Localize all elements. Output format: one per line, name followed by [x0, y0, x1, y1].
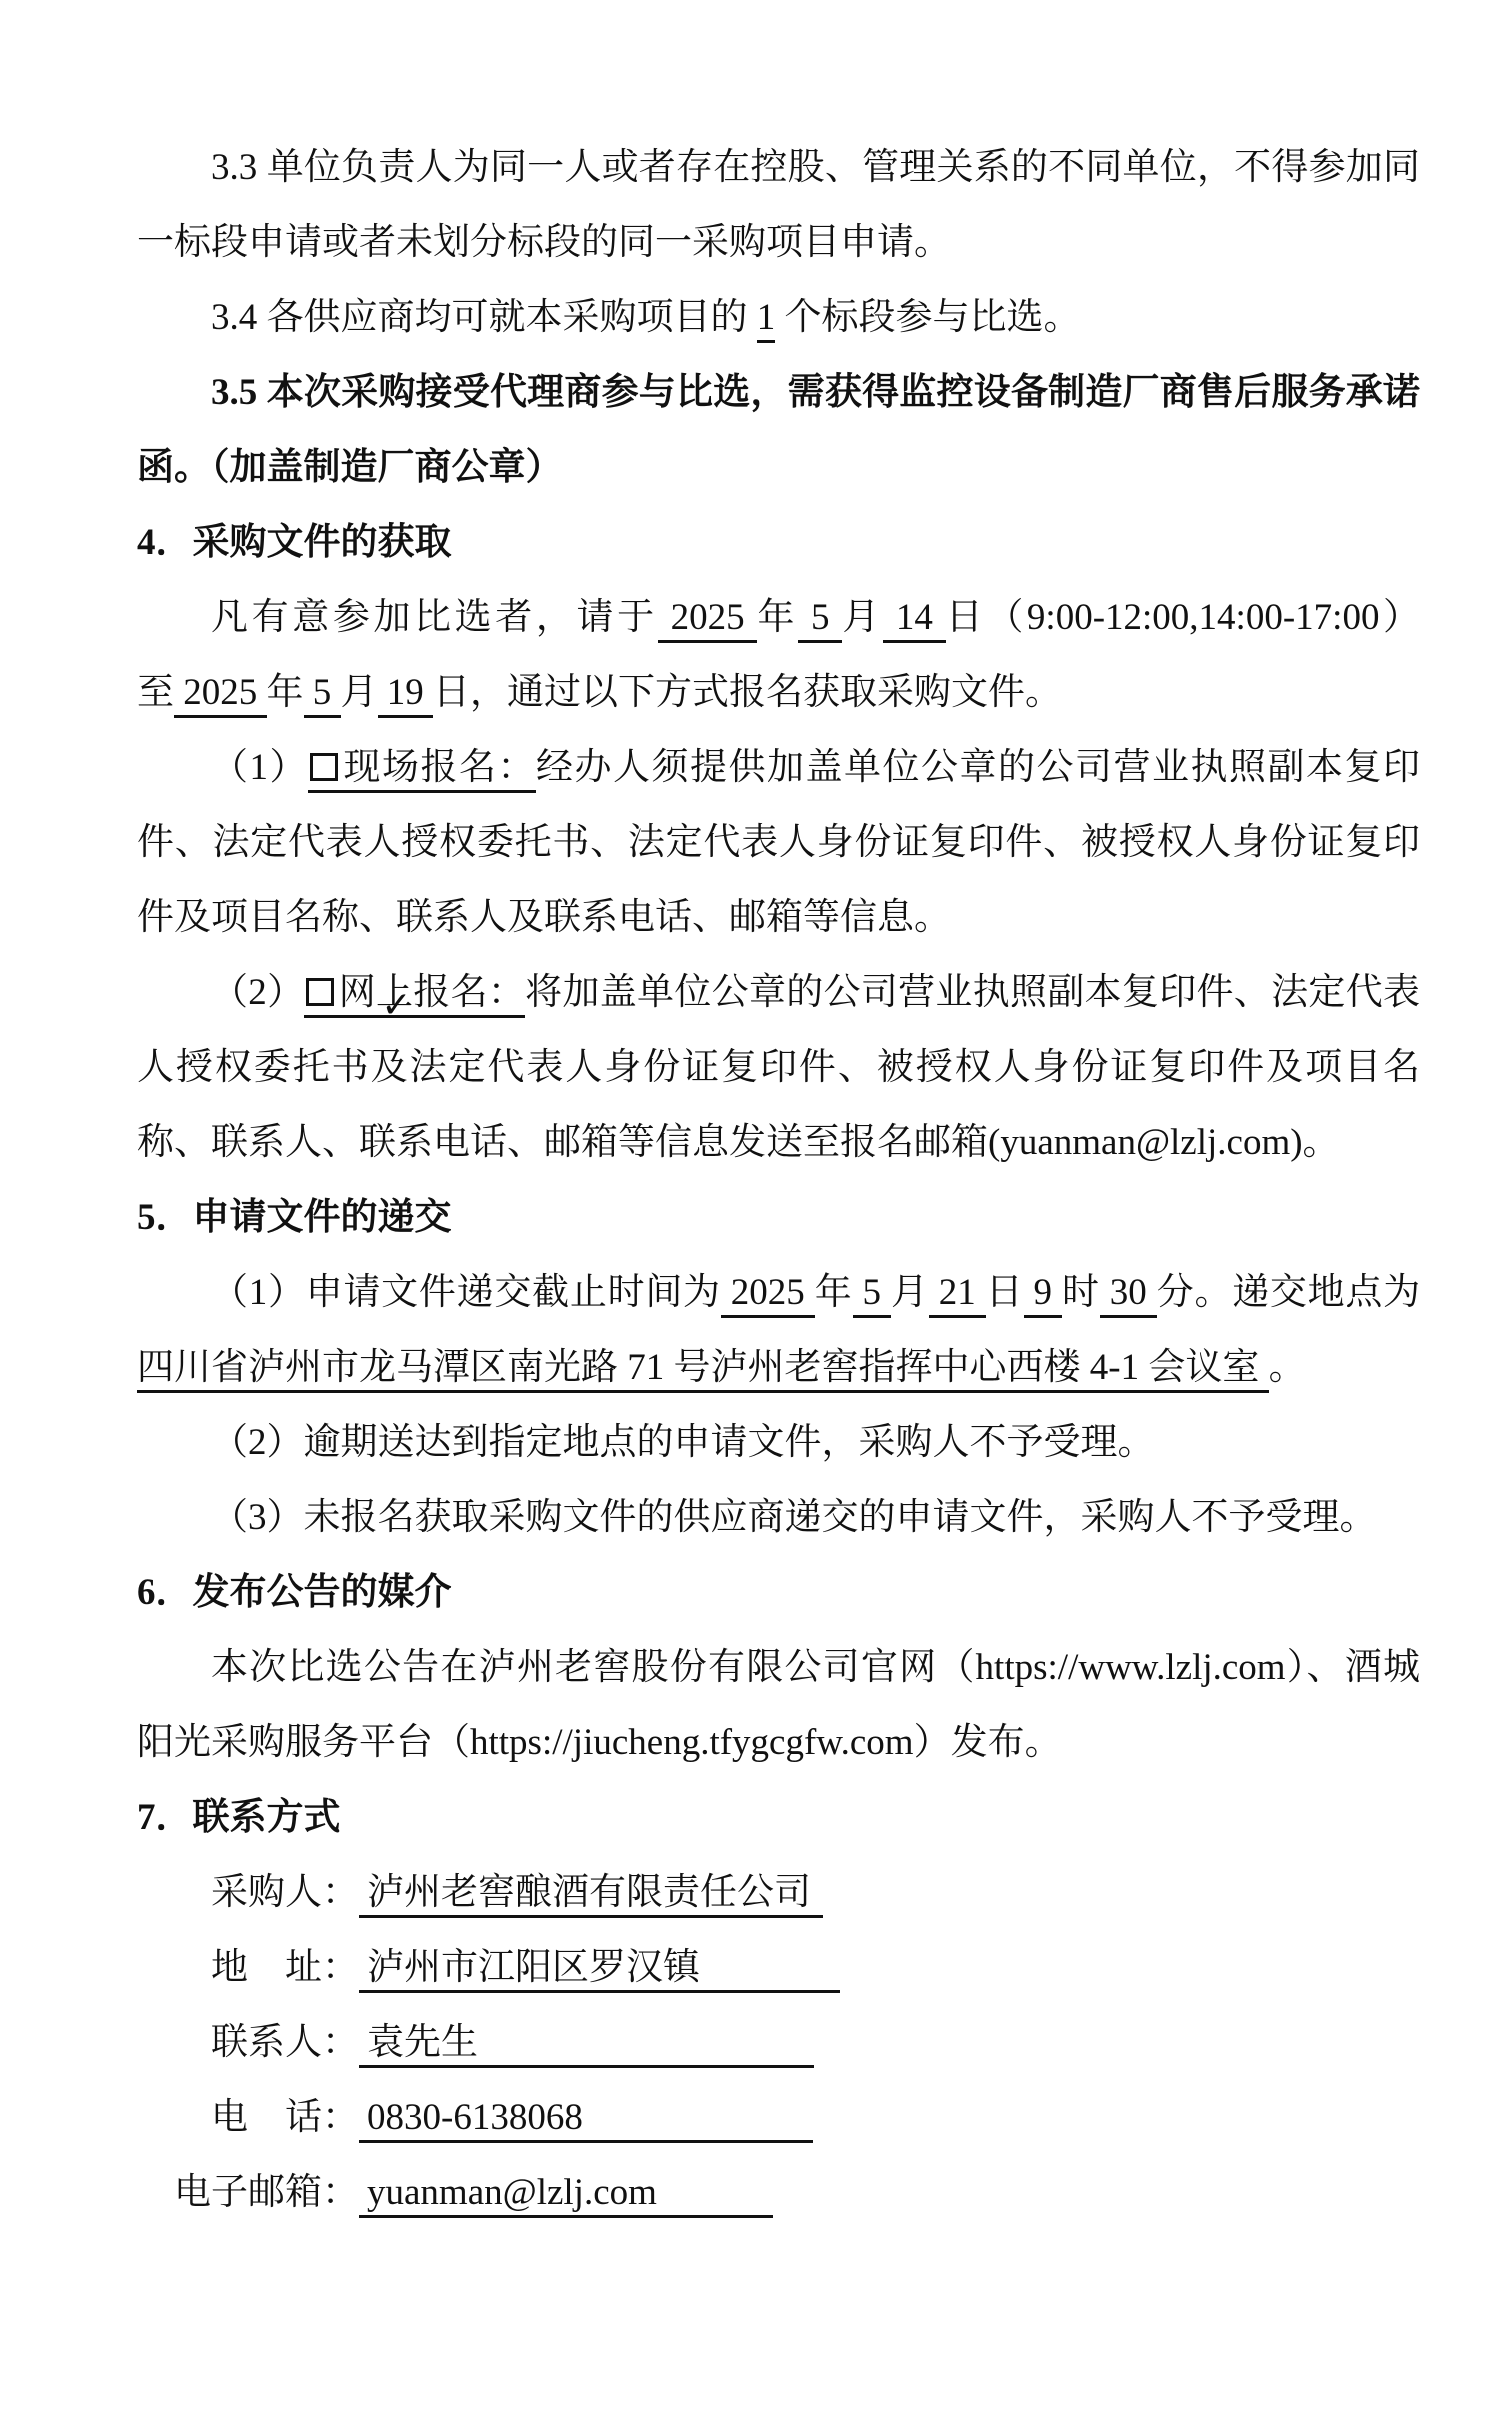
text-run: 日，通过以下方式报名获取采购文件。: [433, 672, 1062, 713]
contact-phone: [137, 2080, 1420, 2155]
heading-5: [137, 1180, 1420, 1255]
text-run: 4．采购文件的获取: [137, 522, 452, 563]
heading-7: [137, 1780, 1420, 1855]
para-onsite-registration: [137, 730, 1420, 955]
text-run: 年: [757, 597, 799, 638]
text-run: 9: [1024, 1272, 1062, 1318]
text-run: （2）逾期送达到指定地点的申请文件，采购人不予受理。: [211, 1422, 1155, 1463]
text-run: 1: [757, 297, 776, 343]
text-run: （2）: [211, 972, 305, 1013]
text-run: 电子邮箱：: [174, 2172, 359, 2213]
checkbox-wrap: [304, 972, 338, 1018]
text-run: 月: [340, 672, 378, 713]
text-run: 7．联系方式: [137, 1797, 341, 1838]
clause-3-4: [137, 280, 1420, 355]
empty-checkbox-icon: [310, 753, 338, 781]
text-run: 现场报名：: [342, 747, 536, 793]
text-run: 凡有意参加比选者，请于: [211, 597, 658, 638]
clause-3-3: [137, 130, 1420, 280]
text-run: （3）未报名获取采购文件的供应商递交的申请文件，采购人不予受理。: [211, 1497, 1377, 1538]
text-run: 2025: [174, 672, 267, 718]
text-run: 地 址：: [211, 1947, 359, 1988]
text-run: yuanman@lzlj.com: [359, 2172, 773, 2218]
text-run: 3.4 各供应商均可就本采购项目的: [211, 297, 757, 338]
para-submission-deadline: [137, 1255, 1420, 1405]
checked-checkbox-icon: [306, 978, 334, 1006]
text-run: 30: [1100, 1272, 1157, 1318]
text-run: 年: [266, 672, 304, 713]
para-announcement-media: [137, 1630, 1420, 1780]
contact-address: [137, 1930, 1420, 2005]
text-run: 分。递交地点为: [1156, 1272, 1421, 1313]
text-run: 5: [853, 1272, 891, 1318]
heading-4: [137, 505, 1420, 580]
text-run: 日: [985, 1272, 1024, 1313]
text-run: 5: [304, 672, 341, 718]
document-body: [137, 130, 1420, 2230]
text-run: 泸州市江阳区罗汉镇: [359, 1947, 840, 1993]
text-run: 。: [1268, 1347, 1306, 1388]
text-run: 本次比选公告在泸州老窖股份有限公司官网（https://www.lzlj.com）、酒城阳光采购服务平台（https://jiucheng.tfygcgfw.com）发布。: [137, 1647, 1420, 1763]
text-run: 电 话：: [211, 2097, 359, 2138]
text-run: 个标段参与比选。: [775, 297, 1081, 338]
text-run: 月: [891, 1272, 929, 1313]
text-run: 袁先生: [359, 2022, 814, 2068]
text-run: 联系人：: [211, 2022, 359, 2063]
text-run: 3.3 单位负责人为同一人或者存在控股、管理关系的不同单位，不得参加同一标段申请或者未划分标段的同一采购项目申请。: [137, 147, 1420, 263]
text-run: 19: [378, 672, 434, 718]
text-run: 四川省泸州市龙马潭区南光路 71 号泸州老窖指挥中心西楼 4-1 会议室: [137, 1347, 1269, 1393]
text-run: 6．发布公告的媒介: [137, 1572, 452, 1613]
text-run: （1）: [211, 747, 308, 788]
text-run: 14: [883, 597, 946, 643]
contact-person: [137, 2005, 1420, 2080]
text-run: 泸州老窖酿酒有限责任公司: [359, 1872, 823, 1918]
para-unregistered-submission: [137, 1480, 1420, 1555]
text-run: 21: [929, 1272, 986, 1318]
text-run: 2025: [721, 1272, 815, 1318]
contact-purchaser: [137, 1855, 1420, 1930]
text-run: 采购人：: [211, 1872, 359, 1913]
para-online-registration: [137, 955, 1420, 1180]
text-run: 月: [842, 597, 883, 638]
para-late-submission: [137, 1405, 1420, 1480]
text-run: 年: [814, 1272, 853, 1313]
text-run: 日（9:00-12:00,14:00-17:00）至: [137, 597, 1421, 713]
text-run: 网上报名：: [338, 972, 525, 1018]
text-run: 2025: [658, 597, 758, 643]
heading-6: [137, 1555, 1420, 1630]
text-run: 5．申请文件的递交: [137, 1197, 452, 1238]
text-run: 0830-6138068: [359, 2097, 813, 2143]
text-run: 经办人须提供加盖单位公章的公司营业执照副本复印件、法定代表人授权委托书、法定代表人身份证复印件、被授权人身份证复印件及项目名称、联系人及联系电话、邮箱等信息。: [137, 747, 1420, 938]
text-run: 时: [1061, 1272, 1100, 1313]
text-run: 3.5 本次采购接受代理商参与比选，需获得监控设备制造厂商售后服务承诺函。（加盖制造厂商公章）: [137, 372, 1420, 488]
para-registration-period: [137, 580, 1420, 730]
text-run: 将加盖单位公章的公司营业执照副本复印件、法定代表人授权委托书及法定代表人身份证复印件、被授权人身份证复印件及项目名称、联系人、联系电话、邮箱等信息发送至报名邮箱(yuanman@lzlj.com)。: [137, 972, 1420, 1163]
text-run: （1）申请文件递交截止时间为: [211, 1272, 721, 1313]
checkbox-wrap: [308, 747, 342, 793]
contact-email: [137, 2155, 1420, 2230]
text-run: 5: [798, 597, 842, 643]
clause-3-5: [137, 355, 1420, 505]
